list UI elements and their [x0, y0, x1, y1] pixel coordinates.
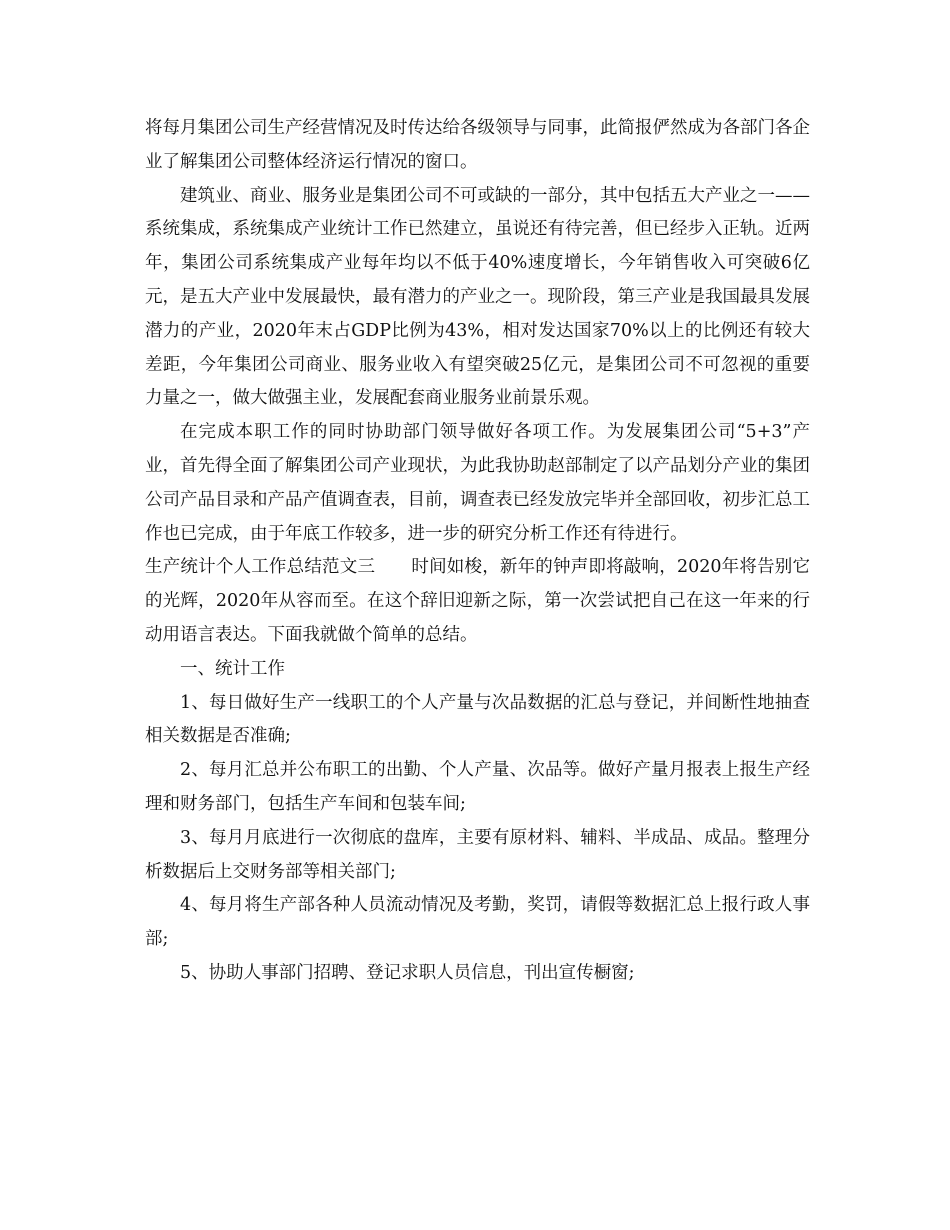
list-item-4: 4、每月将生产部各种人员流动情况及考勤，奖罚，请假等数据汇总上报行政人事部; [145, 895, 810, 950]
paragraph-assist-work: 在完成本职工作的同时协助部门领导做好各项工作。为发展集团公司“5+3”产业，首先得全面了解集团公司产业现状，为此我协助赵部制定了以产品划分产业的集团公司产品目录和产品产值调查表，目前，调查表已经发放完毕并全部回收，初步汇总工作也已完成，由于年底工作较多，进一步的研究分析工作还有待进行。 [145, 422, 810, 544]
list-item-2: 2、每月汇总并公布职工的出勤、个人产量、次品等。做好产量月报表上报生产经理和财务部门，包括生产车间和包装车间; [145, 760, 810, 814]
section-title: 生产统计个人工作总结范文三 [145, 557, 376, 578]
section-heading-statistics: 一、统计工作 [180, 658, 285, 679]
summary-intro-text: 时间如梭，新年的钟声即将敲响，2020年将告别它的光辉，2020年从容而至。在这个辞旧迎新之际，第一次尝试把自己在这一年来的行动用语言表达。下面我就做个简单的总结。 [145, 557, 811, 645]
paragraph-industries: 建筑业、商业、服务业是集团公司不可或缺的一部分，其中包括五大产业之一——系统集成，系统集成产业统计工作已然建立，虽说还有待完善，但已经步入正轨。近两年，集团公司系统集成产业每年均以不低于40%速度增长，今年销售收入可突破6亿元，是五大产业中发展最快，最有潜力的产业之一。现阶段，第三产业是我国最具发展潜力的产业，2020年末占GDP比例为43%，相对发达国家70%以上的比例还有较大差距，今年集团公司商业、服务业收入有望突破25亿元，是集团公司不可忽视的重要力量之一，做大做强主业，发展配套商业服务业前景乐观。 [145, 185, 810, 409]
document-page [145, 112, 810, 991]
paragraph-summary-intro [145, 551, 810, 652]
list-item-5: 5、协助人事部门招聘、登记求职人员信息，刊出宣传橱窗; [180, 962, 635, 983]
paragraph-briefing: 将每月集团公司生产经营情况及时传达给各级领导与同事，此简报俨然成为各部门各企业了解集团公司整体经济运行情况的窗口。 [145, 118, 810, 172]
list-item-3: 3、每月月底进行一次彻底的盘库，主要有原材料、辅料、半成品、成品。整理分析数据后上交财务部等相关部门; [145, 827, 810, 882]
list-item-1: 1、每日做好生产一线职工的个人产量与次品数据的汇总与登记，并间断性地抽查相关数据是否准确; [145, 692, 810, 747]
